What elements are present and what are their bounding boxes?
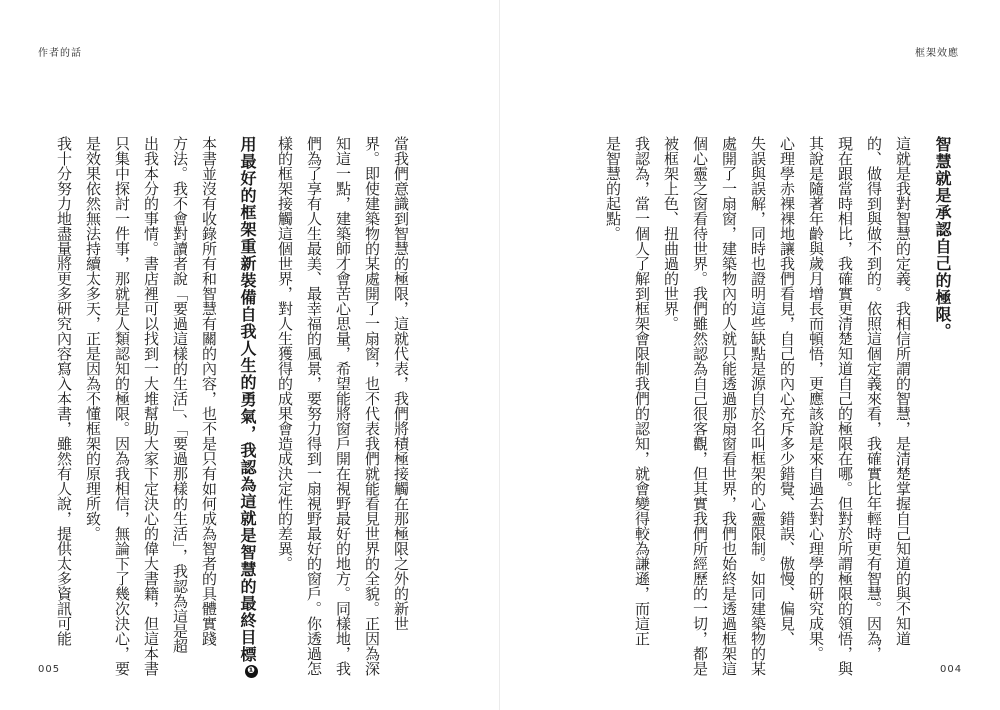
text-column: 這就是我對智慧的定義。我相信所謂的智慧，是清楚掌握自己知道的與不知道 bbox=[894, 136, 912, 646]
text-column: 方法。我不會對讀者說「要過這樣的生活」、「要過那樣的生活」，我認為這是超 bbox=[171, 136, 189, 654]
text-column: 本書並沒有收錄所有和智慧有關的內容，也不是只有如何成為智者的具體實踐 bbox=[200, 136, 218, 646]
text-column: 出我本分的事情。書店裡可以找到一大堆幫助大家下定決心的偉大書籍，但這本書 bbox=[142, 136, 160, 676]
section-heading-right: 智慧就是承認自己的極限。 bbox=[933, 136, 952, 340]
text-column: 樣的框架接觸這個世界，對人生獲得的成果會造成決定性的差異。 bbox=[276, 136, 294, 571]
text-column: 心理學赤裸裸地讓我們看見，自己的內心充斥多少錯覺、錯誤、傲慢、偏見、 bbox=[778, 136, 796, 646]
text-column: 當我們意識到智慧的極限，這就代表，我們將積極接觸在那極限之外的新世 bbox=[392, 136, 410, 631]
text-column: 是智慧的起點。 bbox=[604, 136, 622, 241]
text-column: 被框架上色、扭曲過的世界。 bbox=[662, 136, 680, 331]
page-number-left: 005 bbox=[38, 664, 61, 675]
text-column: 知這一點，建築師才會苦心思量，希望能將窗戶開在視野最好的地方。同樣地，我 bbox=[334, 136, 352, 676]
footnote-marker: ❶ bbox=[245, 665, 258, 678]
text-column: 其說是隨著年齡與歲月增長而頓悟，更應該說是來自過去對心理學的研究成果。 bbox=[807, 136, 825, 661]
section-heading-left bbox=[232, 136, 262, 676]
text-column: 個心靈之窗看待世界。我們雖然認為自己很客觀，但其實我們所經歷的一切，都是 bbox=[691, 136, 709, 676]
text-column: 處開了一扇窗，建築物內的人就只能透過那扇窗看世界，我們也始終是透過框架這 bbox=[720, 136, 738, 676]
text-column: 的、做得到與做不到的。依照這個定義來看，我確實比年輕時更有智慧。因為， bbox=[865, 136, 883, 661]
right-page bbox=[500, 0, 1000, 710]
text-column: 失誤與誤解，同時也證明這些缺點是源自於名叫框架的心靈限制。如同建築物的某 bbox=[749, 136, 767, 676]
running-head-right: 框架效應 bbox=[915, 48, 959, 59]
running-head-left: 作者的話 bbox=[38, 48, 82, 59]
text-column: 我認為，當一個人了解到框架會限制我們的認知，就會變得較為謙遜，而這正 bbox=[633, 136, 651, 646]
text-column: 現在跟當時相比，我確實更清楚知道自己的極限在哪。但對於所謂極限的領悟，與 bbox=[836, 136, 854, 676]
section-heading-text: 用最好的框架重新裝備自我人生的勇氣，我認為這就是智慧的最終目標 bbox=[238, 136, 257, 663]
text-column: 我十分努力地盡量將更多研究內容寫入本書，雖然有人說，提供太多資訊可能 bbox=[55, 136, 73, 646]
text-column: 界。即使建築物的某處開了一扇窗，也不代表我們就能看見世界的全貌。正因為深 bbox=[363, 136, 381, 676]
text-column: 們為了享有人生最美、最幸福的風景，要努力得到一扇視野最好的窗戶。你透過怎 bbox=[305, 136, 323, 676]
page-number-right: 004 bbox=[940, 664, 963, 675]
text-column: 是效果依然無法持續太多天，正是因為不懂框架的原理所致。 bbox=[84, 136, 102, 541]
text-column: 只集中探討一件事，那就是人類認知的極限。因為我相信，無論下了幾次決心，要 bbox=[113, 136, 131, 676]
